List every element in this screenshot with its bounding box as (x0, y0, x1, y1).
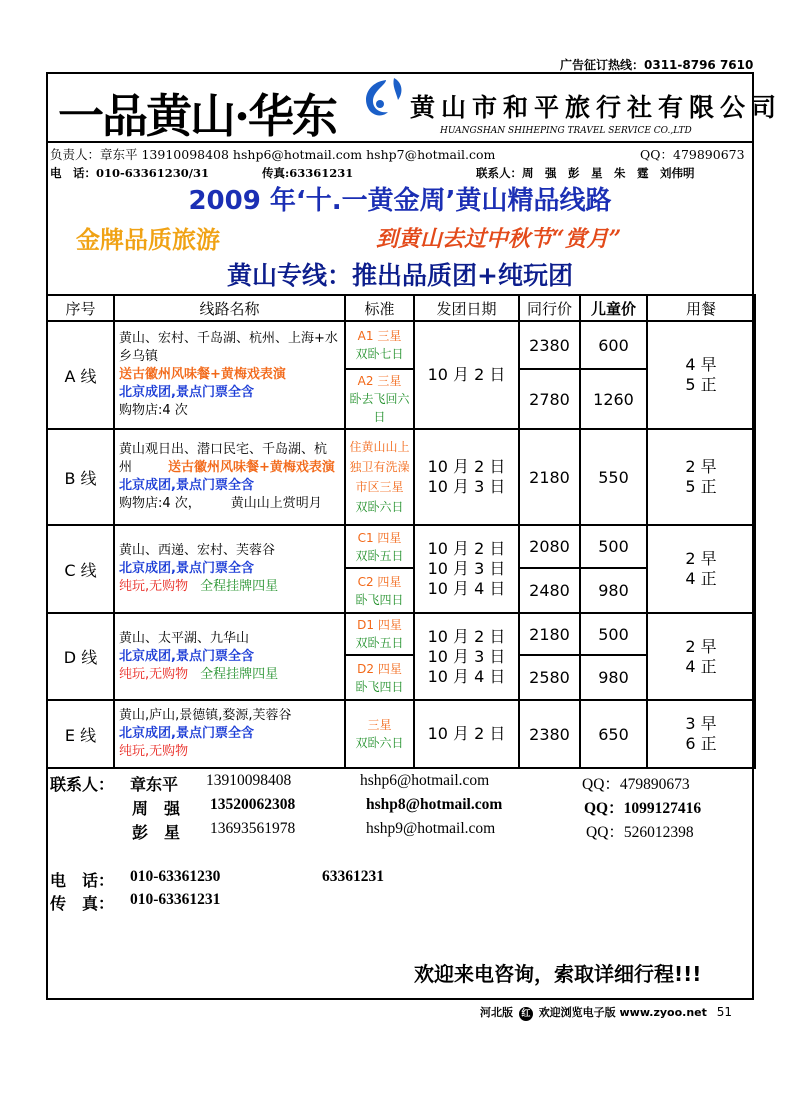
std-line: C1 四星 (357, 530, 402, 545)
route-label: D 线 (47, 613, 114, 700)
desc-text: 送古徽州风味餐+黄梅戏表演 (168, 460, 335, 475)
header-cell: 序号 (47, 295, 114, 321)
desc-line: 送古徽州风味餐+黄梅戏表演 (119, 367, 286, 382)
contacts-label: 联系人： (50, 775, 115, 794)
desc-line: 黄山观日出、潜口民宅、千岛湖、杭 (119, 442, 328, 457)
std-line: D1 四星 (357, 618, 402, 632)
desc-line: 纯玩,无购物 (119, 744, 189, 759)
desc-line: 黄山、宏村、千岛湖、杭州、上海+水乡乌镇 (119, 331, 338, 364)
desc-line: 北京成团,景点门票全含 (119, 561, 254, 576)
route-description (114, 700, 345, 768)
std-line: C2 四星 (357, 574, 402, 589)
meal-line: 2 早 (685, 457, 717, 476)
badge-icon: 红 (519, 1007, 533, 1021)
price-cell: 2080 (519, 525, 580, 568)
company-logo-icon (356, 74, 408, 126)
price-cell: 2180 (519, 429, 580, 525)
std-line: 双卧六日 (355, 500, 404, 514)
ad-hotline: 广告征订热线：0311-8796 7610 (560, 58, 754, 72)
meal-line: 2 早 (685, 636, 717, 656)
table-row (47, 429, 755, 525)
std-line: 双卧五日 (355, 548, 404, 563)
desc-line (119, 495, 340, 513)
phone-number: 010-63361230 (130, 868, 221, 885)
std-line: 卧飞四日 (355, 592, 404, 607)
header-phone: 电 话：010-63361230/31 (50, 166, 209, 180)
meal-line: 4 早 (685, 355, 717, 374)
header-cell: 发团日期 (414, 295, 519, 321)
company-name-en: HUANGSHAN SHIHEPING TRAVEL SERVICE CO.,LTD (440, 126, 692, 136)
table-row (47, 613, 755, 655)
meal-cell (647, 613, 755, 700)
slogan-moon: 到黄山去过中秋节“赏月” (376, 226, 622, 252)
desc-line: 北京成团,景点门票全含 (119, 478, 254, 493)
footer-text: 欢迎浏览电子版 www.zyoo.net (538, 1006, 707, 1019)
child-price-cell: 980 (580, 568, 647, 613)
std-line: 三星 (367, 718, 392, 732)
header-qq: QQ：479890673 (640, 147, 745, 162)
page-number: 51 (716, 1005, 733, 1019)
route-description (114, 429, 345, 525)
child-price-cell: 600 (580, 321, 647, 369)
date-cell: 10 月 2 日 (414, 700, 519, 768)
route-label: E 线 (47, 700, 114, 768)
desc-text: 纯玩,无购物 (119, 579, 189, 594)
standard-cell (345, 321, 414, 369)
desc-line: 北京成团,景点门票全含 (119, 648, 254, 664)
contact-qq: QQ：526012398 (586, 824, 694, 841)
desc-line (119, 459, 340, 477)
std-line: 双卧七日 (355, 347, 404, 361)
std-line: A2 三星 (357, 374, 402, 388)
std-line: D2 四星 (357, 661, 402, 676)
contact-email: hshp6@hotmail.com (360, 772, 490, 789)
date-line: 10 月 4 日 (427, 579, 506, 598)
price-cell: 2380 (519, 700, 580, 768)
price-cell: 2580 (519, 655, 580, 700)
desc-line: 北京成团,景点门票全含 (119, 385, 254, 400)
price-cell: 2780 (519, 369, 580, 429)
header-cell: 用餐 (647, 295, 755, 321)
meal-line: 3 早 (685, 714, 717, 733)
fax-label: 传 真： (50, 896, 115, 913)
route-description (114, 613, 345, 700)
header-divider (46, 141, 754, 143)
table-header-row (47, 295, 755, 321)
header-cell: 标准 (345, 295, 414, 321)
child-price-cell: 500 (580, 525, 647, 568)
std-line: 独卫有洗澡 (349, 460, 410, 474)
desc-line: 购物店:4 次 (119, 403, 188, 418)
std-line: 市区三星 (355, 480, 404, 494)
contact-qq: QQ：1099127416 (584, 800, 702, 817)
child-price-cell: 980 (580, 655, 647, 700)
child-price-cell: 550 (580, 429, 647, 525)
route-label: B 线 (47, 429, 114, 525)
slogan-gold: 金牌品质旅游 (76, 226, 220, 254)
desc-line: 黄山、西递、宏村、芙蓉谷 (119, 543, 276, 558)
desc-line: 北京成团,景点门票全含 (119, 726, 254, 741)
table-row (47, 700, 755, 768)
welcome-message: 欢迎来电咨询，索取详细行程!!! (414, 962, 702, 986)
standard-cell (345, 655, 414, 700)
date-line: 10 月 2 日 (427, 457, 506, 476)
contact-email: hshp9@hotmail.com (366, 820, 496, 837)
page-title: 2009 年‘十.一黄金周’黄山精品线路 (188, 186, 612, 216)
desc-text: 黄山山上赏明月 (230, 496, 322, 511)
contact-name: 彭 星 (132, 825, 181, 842)
meal-line: 2 早 (685, 549, 717, 568)
route-description (114, 321, 345, 429)
standard-cell (345, 700, 414, 768)
meal-line: 4 正 (685, 656, 717, 676)
manager-line: 负责人：章东平 13910098408 hshp6@hotmail.com hshp7@hotmail.com (50, 147, 496, 162)
desc-text: 纯玩,无购物 (119, 666, 189, 682)
std-line: 双卧六日 (355, 736, 404, 750)
route-label: A 线 (47, 321, 114, 429)
meal-cell (647, 321, 755, 429)
meal-line: 6 正 (685, 734, 717, 753)
meal-line: 4 正 (685, 569, 717, 588)
price-cell: 2180 (519, 613, 580, 655)
price-cell: 2380 (519, 321, 580, 369)
contact-email: hshp8@hotmail.com (366, 796, 503, 813)
date-line: 10 月 3 日 (427, 646, 506, 666)
date-cell (414, 429, 519, 525)
header-cell: 同行价 (519, 295, 580, 321)
logo-text: 一品黄山·华东 (58, 89, 337, 143)
phone-number: 63361231 (322, 868, 384, 885)
contact-phone: 13520062308 (210, 796, 296, 813)
header-contacts: 联系人：周 强 彭 星 朱 霆 刘伟明 (476, 166, 695, 180)
std-line: 住黄山山上 (349, 440, 410, 454)
desc-line: 黄山、太平湖、九华山 (119, 630, 250, 646)
date-cell (414, 525, 519, 613)
child-price-cell: 1260 (580, 369, 647, 429)
header-cell: 儿童价 (580, 295, 647, 321)
child-price-cell: 650 (580, 700, 647, 768)
standard-cell (345, 568, 414, 613)
desc-text: 全程挂牌四星 (200, 579, 279, 594)
meal-line: 5 正 (685, 477, 717, 496)
header-cell: 线路名称 (114, 295, 345, 321)
route-description (114, 525, 345, 613)
date-cell (414, 613, 519, 700)
meal-cell (647, 429, 755, 525)
date-line: 10 月 3 日 (427, 477, 506, 496)
std-line: A1 三星 (357, 329, 402, 343)
meal-cell (647, 525, 755, 613)
std-line: 卧飞四日 (355, 679, 404, 694)
table-row (47, 321, 755, 369)
meal-line: 5 正 (685, 375, 717, 394)
desc-text: 购物店:4 次， (119, 496, 201, 511)
standard-cell (345, 613, 414, 655)
route-table (46, 294, 756, 769)
standard-cell (345, 525, 414, 568)
std-line: 卧去飞回六日 (349, 392, 410, 424)
child-price-cell: 500 (580, 613, 647, 655)
desc-line (119, 578, 340, 596)
desc-text: 州 (119, 460, 133, 475)
contact-phone: 13693561978 (210, 820, 296, 837)
date-line: 10 月 4 日 (427, 666, 506, 686)
footer (480, 1004, 732, 1021)
special-line-heading: 黄山专线：推出品质团+纯玩团 (227, 261, 573, 290)
fax-number: 010-63361231 (130, 891, 221, 908)
header-fax: 传真:63361231 (262, 166, 354, 180)
date-line: 10 月 2 日 (427, 539, 506, 558)
price-cell: 2480 (519, 568, 580, 613)
std-line: 双卧五日 (355, 636, 404, 650)
standard-cell (345, 369, 414, 429)
company-name: 黄山市和平旅行社有限公司 (410, 93, 783, 122)
desc-text: 全程挂牌四星 (200, 666, 279, 682)
contact-name: 章东平 (130, 777, 179, 794)
standard-cell (345, 429, 414, 525)
contact-phone: 13910098408 (206, 772, 292, 789)
phone-label: 电 话： (50, 873, 115, 890)
table-row (47, 525, 755, 568)
desc-line (119, 666, 340, 684)
route-label: C 线 (47, 525, 114, 613)
meal-cell (647, 700, 755, 768)
date-cell: 10 月 2 日 (414, 321, 519, 429)
desc-line: 黄山,庐山,景德镇,婺源,芙蓉谷 (119, 708, 292, 723)
date-line: 10 月 2 日 (427, 626, 506, 646)
contact-qq: QQ：479890673 (582, 776, 690, 793)
contact-name: 周 强 (132, 801, 181, 818)
date-line: 10 月 3 日 (427, 559, 506, 578)
footer-edition: 河北版 (480, 1006, 513, 1019)
